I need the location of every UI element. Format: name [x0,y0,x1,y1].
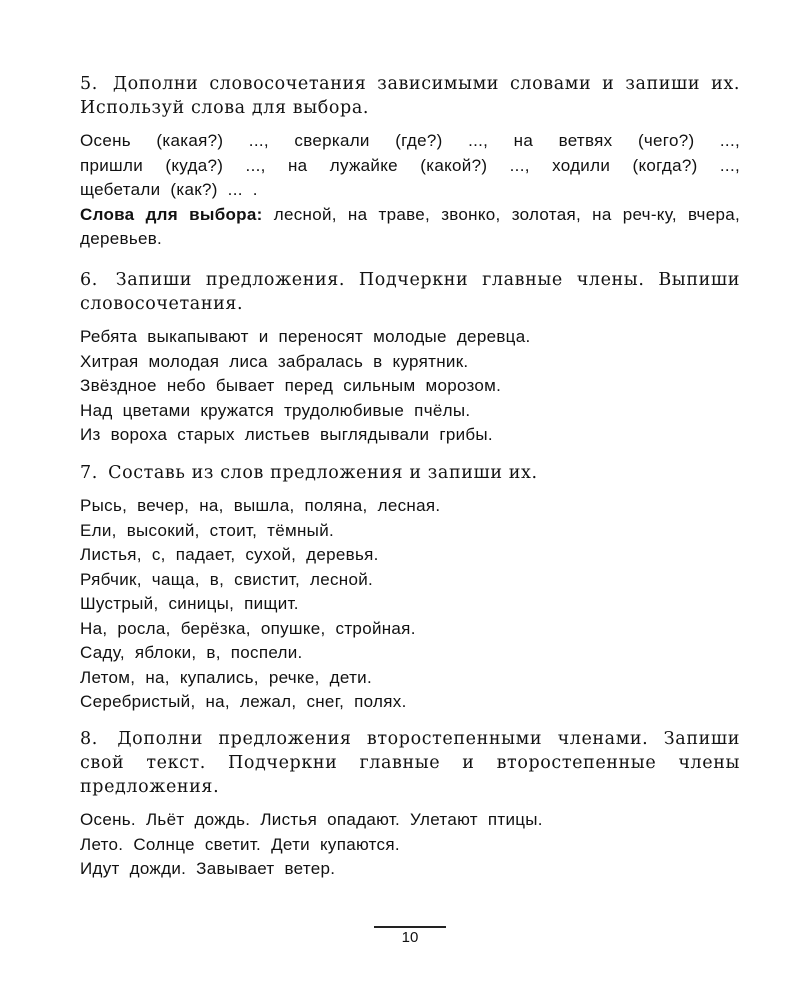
exercise-line: Звёздное небо бывает перед сильным морозом. [80,376,502,395]
task-8 [80,727,740,882]
exercise-line: Лето. Солнце светит. Дети купаются. [80,834,400,854]
task-5 [80,72,740,252]
page-number: 10 [401,929,419,946]
exercise-line: щебетали (как?) ... . [80,180,258,199]
exercise-line: Осень. Льёт дождь. Листья опадают. Улетают птицы. [80,810,543,829]
exercise-line: Рысь, вечер, на, вышла, поляна, лесная. [80,496,441,515]
exercise-line: Ели, высокий, стоит, тёмный. [80,520,335,540]
exercise-line: Идут дожди. Завывает ветер. [80,859,336,878]
task-body [80,808,740,882]
task-instruction: Составь из слов предложения и запиши их. [108,463,538,483]
exercise-line: Серебристый, на, лежал, снег, полях. [80,692,407,711]
exercise-line: пришли (куда?) ..., на лужайке (какой?) ..., ходили (когда?) ..., [80,155,740,175]
exercise-line: Летом, на, купались, речке, дети. [80,667,372,687]
task-instruction: Дополни словосочетания зависимыми словами и запиши их. Используй слова для выбора. [80,74,740,118]
task-instruction: Запиши предложения. Подчеркни главные члены. Выпиши словосочетания. [80,270,740,314]
task-number: 7. [80,463,98,483]
task-heading [80,72,740,120]
exercise-line: Осень (какая?) ..., сверкали (где?) ..., на ветвях (чего?) ..., [80,131,740,150]
choice-words-label: Слова для выбора: [80,204,263,224]
task-7 [80,461,740,715]
choice-words-line [80,203,740,252]
task-heading [80,727,740,799]
page-number-rule [374,926,446,928]
task-body [80,494,740,715]
exercise-line: Хитрая молодая лиса забралась в курятник. [80,351,469,371]
task-6 [80,268,740,448]
task-instruction: Дополни предложения второстепенными членами. Запиши свой текст. Подчеркни главные и второстепенные члены предложения. [80,729,740,797]
task-body [80,325,740,448]
task-body [80,129,740,252]
task-number: 6. [80,270,98,290]
exercise-line: Из вороха старых листьев выглядывали грибы. [80,425,493,444]
task-number: 5. [80,74,98,94]
exercise-line: На, росла, берёзка, опушке, стройная. [80,618,416,638]
task-heading [80,461,740,485]
choice-words: лесной, на траве, звонко, золотая, на реч-ку, вчера, деревьев. [80,204,741,248]
exercise-line: Ребята выкапывают и переносят молодые деревца. [80,327,531,346]
exercise-line: Листья, с, падает, сухой, деревья. [80,545,379,564]
exercise-line: Шустрый, синицы, пищит. [80,594,299,613]
exercise-line: Над цветами кружатся трудолюбивые пчёлы. [80,400,471,420]
exercise-line: Саду, яблоки, в, поспели. [80,643,303,662]
task-heading [80,268,740,316]
task-number: 8. [80,729,98,749]
exercise-line: Рябчик, чаща, в, свистит, лесной. [80,569,374,589]
